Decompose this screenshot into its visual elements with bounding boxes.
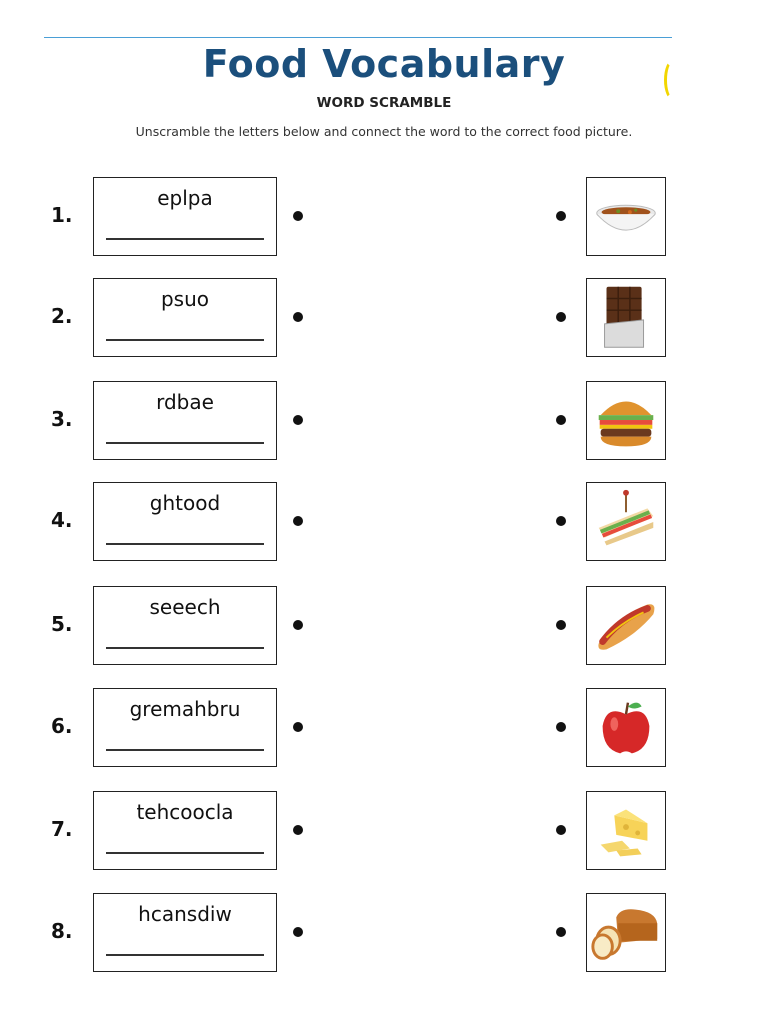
word-connector-dot[interactable] xyxy=(293,927,303,937)
word-box xyxy=(93,381,277,460)
picture-connector-dot[interactable] xyxy=(556,927,566,937)
picture-box xyxy=(586,893,666,972)
picture-connector-dot[interactable] xyxy=(556,312,566,322)
item-number: 1. xyxy=(51,203,73,227)
picture-connector-dot[interactable] xyxy=(556,415,566,425)
page-subtitle: WORD SCRAMBLE xyxy=(316,95,452,111)
word-connector-dot[interactable] xyxy=(293,722,303,732)
exercise-row xyxy=(0,791,768,873)
picture-box xyxy=(586,688,666,767)
picture-box xyxy=(586,177,666,256)
exercise-row xyxy=(0,177,768,259)
picture-connector-dot[interactable] xyxy=(556,825,566,835)
answer-line[interactable] xyxy=(106,238,264,240)
answer-line[interactable] xyxy=(106,543,264,545)
picture-connector-dot[interactable] xyxy=(556,620,566,630)
item-number: 7. xyxy=(51,817,73,841)
scrambled-word: eplpa xyxy=(157,186,213,210)
scrambled-word: tehcoocla xyxy=(136,800,234,824)
exercise-row xyxy=(0,586,768,668)
sandwich-icon xyxy=(587,483,665,560)
picture-box xyxy=(586,791,666,870)
word-box xyxy=(93,278,277,357)
item-number: 3. xyxy=(51,407,73,431)
word-connector-dot[interactable] xyxy=(293,211,303,221)
scrambled-word: gremahbru xyxy=(129,697,241,721)
exercise-row xyxy=(0,482,768,564)
picture-box xyxy=(586,586,666,665)
picture-box xyxy=(586,381,666,460)
word-box xyxy=(93,791,277,870)
item-number: 5. xyxy=(51,612,73,636)
soup-bowl-icon xyxy=(587,178,665,255)
answer-line[interactable] xyxy=(106,749,264,751)
scrambled-word: rdbae xyxy=(156,390,214,414)
exercise-row xyxy=(0,381,768,463)
apple-icon xyxy=(587,689,665,766)
answer-line[interactable] xyxy=(106,647,264,649)
answer-line[interactable] xyxy=(106,954,264,956)
hamburger-icon xyxy=(587,382,665,459)
header-rule xyxy=(44,37,672,38)
exercise-row xyxy=(0,893,768,975)
word-connector-dot[interactable] xyxy=(293,312,303,322)
exercise-row xyxy=(0,688,768,770)
chocolate-bar-icon xyxy=(587,279,665,356)
word-connector-dot[interactable] xyxy=(293,415,303,425)
item-number: 8. xyxy=(51,919,73,943)
exercise-row xyxy=(0,278,768,360)
item-number: 2. xyxy=(51,304,73,328)
hotdog-icon xyxy=(587,587,665,664)
page-title: Food Vocabulary xyxy=(202,42,566,86)
instructions: Unscramble the letters below and connect the word to the correct food picture. xyxy=(135,124,633,139)
word-box xyxy=(93,893,277,972)
picture-box xyxy=(586,482,666,561)
answer-line[interactable] xyxy=(106,339,264,341)
cheese-icon xyxy=(587,792,665,869)
word-box xyxy=(93,586,277,665)
bread-loaf-icon xyxy=(587,894,665,971)
word-connector-dot[interactable] xyxy=(293,516,303,526)
picture-connector-dot[interactable] xyxy=(556,211,566,221)
word-connector-dot[interactable] xyxy=(293,825,303,835)
picture-connector-dot[interactable] xyxy=(556,516,566,526)
item-number: 4. xyxy=(51,508,73,532)
scrambled-word: seeech xyxy=(149,595,221,619)
answer-line[interactable] xyxy=(106,442,264,444)
word-box xyxy=(93,482,277,561)
word-box xyxy=(93,688,277,767)
answer-line[interactable] xyxy=(106,852,264,854)
picture-box xyxy=(586,278,666,357)
scrambled-word: ghtood xyxy=(149,491,221,515)
scrambled-word: psuo xyxy=(160,287,210,311)
scrambled-word: hcansdiw xyxy=(138,902,232,926)
item-number: 6. xyxy=(51,714,73,738)
word-box xyxy=(93,177,277,256)
word-connector-dot[interactable] xyxy=(293,620,303,630)
picture-connector-dot[interactable] xyxy=(556,722,566,732)
